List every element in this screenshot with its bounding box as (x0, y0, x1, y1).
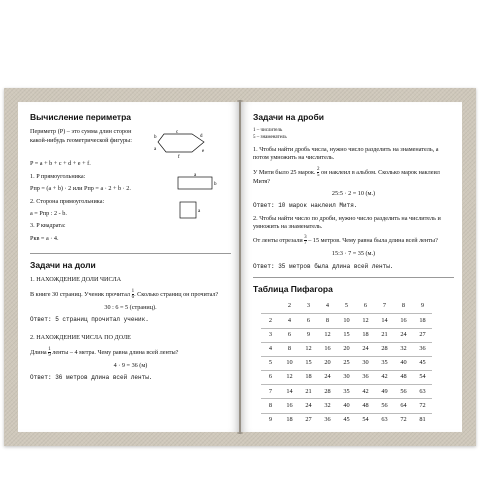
hexagon-figure (152, 128, 212, 160)
table-cell: 64 (394, 399, 413, 413)
table-cell: 14 (280, 385, 299, 399)
perimeter-intro: Периметр (P) – это сумма длин сторон какой-нибудь геометрической фигуры: (30, 128, 132, 144)
task1-frac-den: 6 (131, 294, 135, 300)
left-divider (30, 253, 231, 254)
rect-label-b: b (214, 181, 217, 187)
table-cell: 15 (337, 328, 356, 342)
task1-text (30, 289, 231, 300)
task2-frac-den: 9 (48, 352, 51, 358)
table-cell: 4 (325, 302, 330, 310)
table-row (261, 371, 432, 385)
table-row (261, 342, 432, 356)
table-cell: 49 (375, 385, 394, 399)
label-c: c (176, 130, 179, 136)
table-cell: 9 (261, 413, 280, 427)
table-cell: 45 (337, 413, 356, 427)
table-cell: 8 (280, 342, 299, 356)
rect-title: 1. P прямоугольника: (30, 172, 86, 180)
task2-title: 2. НАХОЖДЕНИЕ ЧИСЛА ПО ДОЛЕ (30, 334, 131, 342)
rule2-frac-num: 3 (304, 235, 307, 241)
task1-text-a: В книге 30 страниц. Ученик прочитал (30, 290, 131, 298)
table-cell: 6 (363, 302, 368, 310)
table-cell: 6 (261, 371, 280, 385)
table-cell: 72 (394, 413, 413, 427)
table-cell: 25 (337, 356, 356, 370)
rule2-task (253, 235, 454, 246)
table-cell: 18 (413, 314, 432, 328)
side-row (30, 198, 231, 247)
fractions-title: Задачи на дроби (253, 112, 324, 122)
table-cell: 32 (394, 342, 413, 356)
table-cell: 6 (280, 328, 299, 342)
table-cell: 24 (394, 328, 413, 342)
table-cell: 2 (287, 302, 292, 310)
table-cell: 30 (337, 371, 356, 385)
label-d: d (200, 134, 203, 140)
table-cell: 81 (413, 413, 432, 427)
left-page (18, 102, 239, 432)
table-cell: 18 (299, 371, 318, 385)
rule1-frac-num: 2 (316, 166, 320, 172)
table-cell: 6 (299, 314, 318, 328)
table-cell: 20 (337, 342, 356, 356)
table-row (261, 385, 432, 399)
table-cell: 3 (306, 302, 311, 310)
label-f: f (178, 155, 180, 161)
table-cell: 24 (299, 399, 318, 413)
table-cell: 54 (413, 371, 432, 385)
task2-text (30, 347, 231, 358)
task2-calc: 4 · 9 = 36 (м) (113, 361, 148, 369)
table-cell: 30 (356, 356, 375, 370)
table-cell: 54 (356, 413, 375, 427)
table-cell: 35 (337, 385, 356, 399)
table-row (261, 328, 432, 342)
table-cell: 4 (280, 314, 299, 328)
table-cell: 28 (318, 385, 337, 399)
square-label-a: a (198, 208, 201, 214)
task1-text-b: . Сколько страниц он прочитал? (134, 290, 219, 298)
rule2: 2. Чтобы найти число по дроби, нужно число разделить на числитель и умножить на знаменатель. (253, 214, 441, 230)
table-cell: 72 (413, 399, 432, 413)
table-cell: 63 (375, 413, 394, 427)
table-row (261, 314, 432, 328)
table-cell: 40 (394, 356, 413, 370)
side-title: 2. Сторона прямоугольника: (30, 197, 105, 205)
task1-answer: Ответ: 5 страниц прочитал ученик. (30, 316, 149, 324)
table-cell: 15 (299, 356, 318, 370)
table-row (261, 399, 432, 413)
square-title: 3. P квадрата: (30, 222, 66, 230)
task2-text-a: Длина (30, 348, 47, 356)
task2-fraction (48, 347, 51, 358)
table-cell: 14 (375, 314, 394, 328)
task2-answer: Ответ: 36 метров длина всей ленты. (30, 373, 153, 381)
table-cell: 40 (337, 399, 356, 413)
pythagoras-title: Таблица Пифагора (253, 283, 333, 294)
perimeter-title: Вычисление периметра (30, 112, 132, 122)
rule2-calc: 15:3 · 7 = 35 (м.) (331, 250, 376, 258)
table-cell: 56 (394, 385, 413, 399)
table-cell: 16 (318, 342, 337, 356)
table-cell: 4 (261, 342, 280, 356)
table-cell: 63 (413, 385, 432, 399)
table-cell: 12 (280, 371, 299, 385)
table-cell: 27 (413, 328, 432, 342)
rule1: 1. Чтобы найти дробь числа, нужно число разделить на знаменатель, а потом умножить на числитель. (253, 145, 439, 162)
table-cell: 32 (318, 399, 337, 413)
rule2-fraction (304, 235, 307, 246)
label-b: b (154, 135, 157, 141)
rect-label-a: a (194, 172, 197, 178)
table-cell: 8 (401, 302, 406, 310)
table-cell: 10 (337, 314, 356, 328)
perimeter-formula: P = a + b + c + d + e + f. (30, 160, 91, 168)
label-a: a (154, 147, 157, 153)
rule1-answer: Ответ: 10 марок наклеил Митя. (253, 202, 358, 210)
table-cell: 16 (280, 399, 299, 413)
rule2-text-a: От ленты отрезали (253, 237, 303, 245)
table-cell: 24 (356, 342, 375, 356)
table-cell: 18 (356, 328, 375, 342)
table-cell: 16 (394, 314, 413, 328)
label-e: e (202, 149, 205, 155)
table-cell: 18 (280, 413, 299, 427)
table-cell: 7 (261, 385, 280, 399)
right-divider (253, 277, 454, 278)
rect-row (30, 173, 231, 198)
rule1-calc: 25:5 · 2 = 10 (м.) (331, 190, 376, 198)
square-figure (174, 198, 204, 224)
square-formula: Pкв = a · 4. (30, 234, 59, 242)
fraction-title: Задачи на доли (30, 259, 96, 270)
table-cell: 8 (318, 314, 337, 328)
table-cell: 8 (261, 399, 280, 413)
rect-formula: Pпр = (a + b) · 2 или Pпр = a · 2 + b · 2. (30, 185, 131, 193)
rule1-fraction (317, 167, 320, 178)
rule2-frac-den: 7 (304, 241, 307, 247)
task1-calc: 30 : 6 = 5 (страниц). (104, 303, 157, 311)
table-cell: 10 (280, 356, 299, 370)
left-page-content (30, 112, 231, 386)
table-cell: 24 (318, 371, 337, 385)
rule1-text-b: он наклеил в альбом. Сколько марок наклеил Митя? (253, 168, 440, 185)
table-row (261, 300, 432, 314)
table-cell: 36 (318, 413, 337, 427)
rule1-text-a: У Мити было 25 марок. (253, 168, 316, 176)
rectangle-figure (174, 173, 220, 193)
table-cell: 36 (356, 371, 375, 385)
table-cell: 7 (382, 302, 387, 310)
table-cell: 12 (318, 328, 337, 342)
table-cell: 45 (413, 356, 432, 370)
table-cell: 48 (394, 371, 413, 385)
rule1-frac-den: 5 (316, 172, 320, 178)
table-cell: 9 (420, 302, 425, 310)
table-cell: 12 (299, 342, 318, 356)
table-cell: 42 (356, 385, 375, 399)
table-cell: 48 (356, 399, 375, 413)
legend-numerator: 1 – числитель (253, 128, 283, 134)
task2-frac-num: 1 (48, 346, 51, 352)
table-cell: 5 (344, 302, 349, 310)
task1-title: 1. НАХОЖДЕНИЕ ДОЛИ ЧИСЛА (30, 276, 122, 284)
table-cell: 27 (299, 413, 318, 427)
table-cell: 12 (356, 314, 375, 328)
side-formula: a = Pпр : 2 - b. (30, 209, 67, 217)
rule1-task (253, 167, 454, 186)
table-cell: 20 (318, 356, 337, 370)
table-cell: 56 (375, 399, 394, 413)
table-cell: 9 (299, 328, 318, 342)
legend-denominator: 5 – знаменатель (253, 135, 287, 141)
table-cell: 36 (413, 342, 432, 356)
table-cell: 35 (375, 356, 394, 370)
rule2-answer: Ответ: 35 метров была длина всей ленты. (253, 262, 394, 270)
perimeter-intro-row (30, 128, 231, 160)
task2-text-b: ленты – 4 метра. Чему равна длина всей ленты? (52, 348, 179, 356)
task1-frac-num: 1 (131, 288, 135, 294)
rule2-text-b: – 15 метров. Чему равна была длина всей ленты? (308, 237, 438, 245)
table-cell: 5 (261, 356, 280, 370)
right-page-content (253, 112, 454, 427)
table-cell: 28 (375, 342, 394, 356)
table-cell: 21 (299, 385, 318, 399)
right-page (241, 102, 462, 432)
table-row (261, 356, 432, 370)
table-cell: 21 (375, 328, 394, 342)
table-cell: 3 (261, 328, 280, 342)
table-cell (261, 300, 280, 314)
table-cell: 42 (375, 371, 394, 385)
pythagoras-table (261, 300, 432, 427)
table-cell: 2 (261, 314, 280, 328)
table-row (261, 413, 432, 427)
